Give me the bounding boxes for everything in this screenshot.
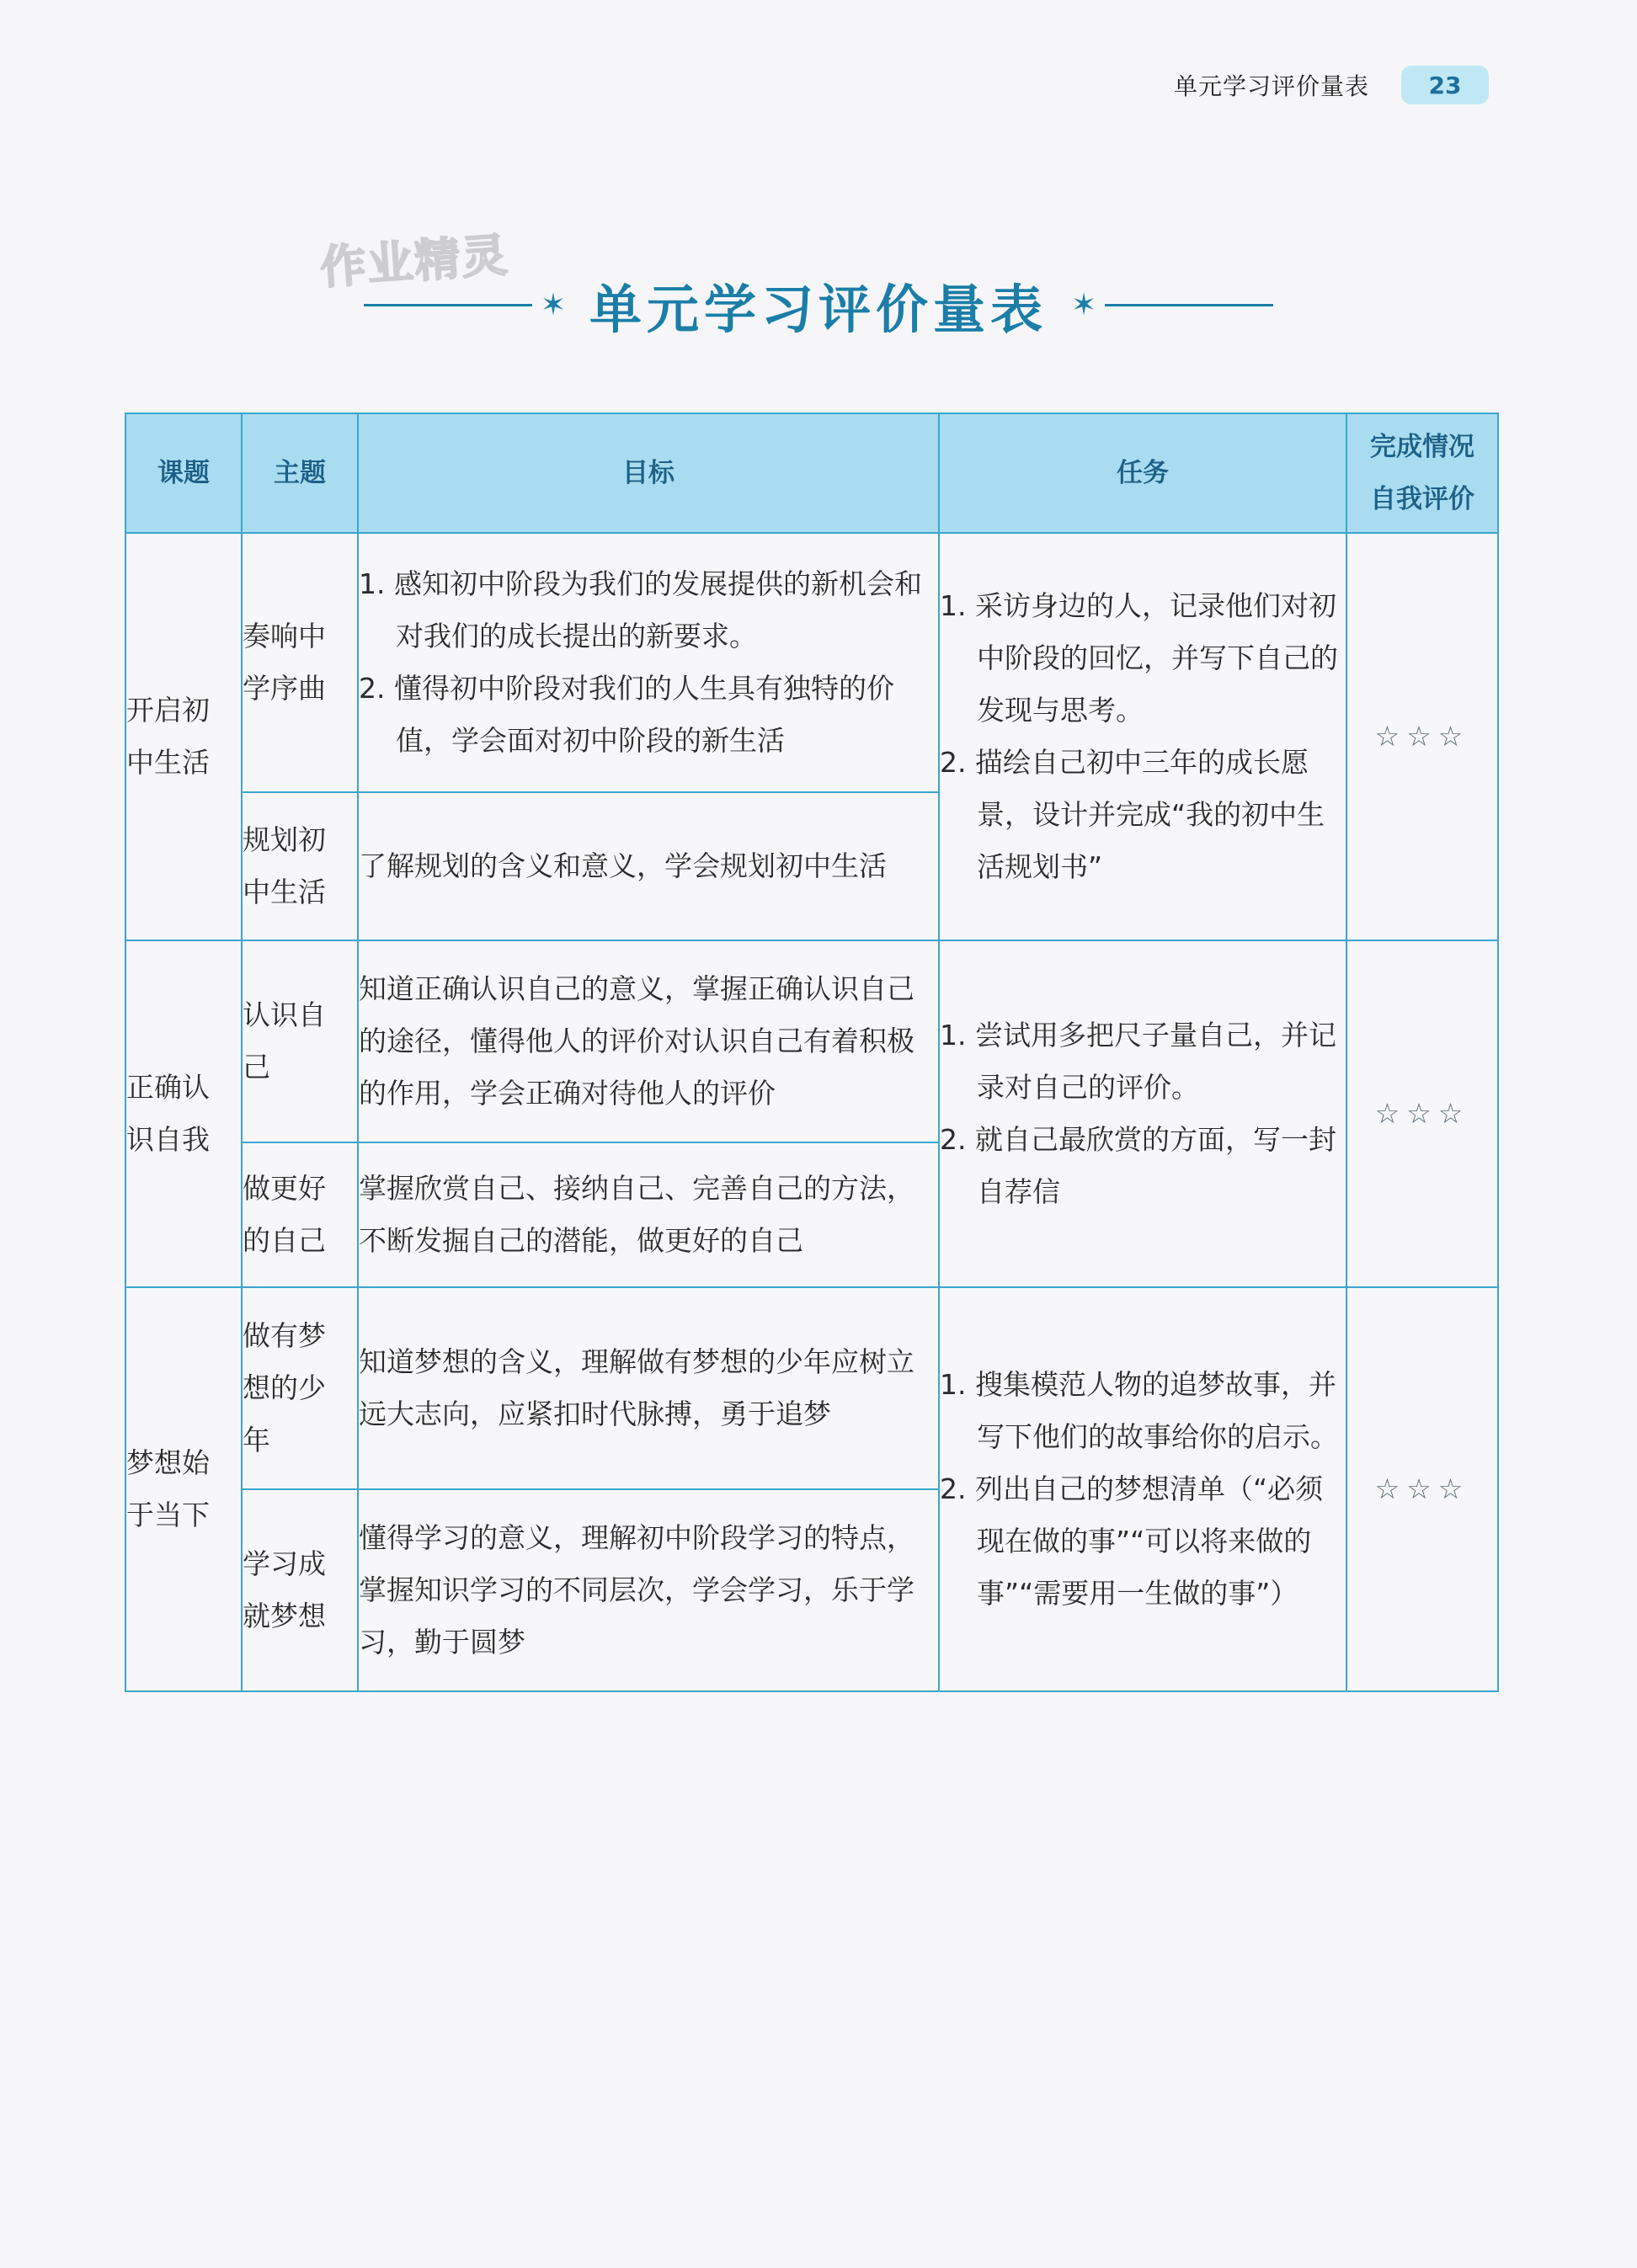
task-item: 1. 搜集模范人物的追梦故事，并写下他们的故事给你的启示。: [940, 1368, 1338, 1453]
topic-line: 年: [243, 1424, 270, 1456]
task-item: 1. 采访身边的人，记录他们对初中阶段的回忆，并写下自己的发现与思考。: [940, 589, 1338, 727]
topic-cell: [242, 792, 358, 940]
topic-cell: [242, 1489, 358, 1691]
topic-line: 认识自: [243, 998, 326, 1031]
table-row: [125, 533, 1498, 792]
column-header-goal: 目标: [358, 413, 939, 533]
page-title-block: [0, 268, 1637, 343]
goal-item: 2. 懂得初中阶段对我们的人生具有独特的价值，学会面对初中阶段的新生活: [359, 672, 894, 757]
evaluation-table: [125, 413, 1499, 1692]
topic-cell: [242, 940, 358, 1142]
running-title: 单元学习评价量表: [1173, 72, 1369, 100]
header-line: 自我评价: [1370, 484, 1474, 514]
goal-item: 知道梦想的含义，理解做有梦想的少年应树立远大志向，应紧扣时代脉搏，勇于追梦: [359, 1345, 914, 1430]
column-header-topic: 主题: [242, 413, 358, 533]
topic-line: 学习成: [243, 1547, 326, 1580]
task-item: 2. 列出自己的梦想清单（“必须现在做的事”“可以将来做的事”“需要用一生做的事”）: [940, 1472, 1324, 1610]
topic-cell: [242, 533, 358, 792]
topic-cell: [242, 1287, 358, 1489]
topic-cell: [242, 1142, 358, 1287]
topic-line: 中生活: [243, 876, 326, 908]
page-title: 单元学习评价量表: [589, 279, 1048, 340]
task-cell: [939, 533, 1346, 940]
lesson-line: 梦想始: [126, 1446, 210, 1479]
task-item: 2. 就自己最欣赏的方面，写一封自荐信: [940, 1123, 1336, 1208]
lesson-line: 识自我: [126, 1123, 210, 1156]
topic-line: 规划初: [243, 823, 326, 856]
self-rating-stars[interactable]: ☆☆☆: [1346, 533, 1498, 940]
title-rule-right: [1105, 304, 1273, 306]
topic-line: 己: [243, 1051, 270, 1083]
self-rating-stars[interactable]: ☆☆☆: [1346, 940, 1498, 1287]
goal-item: 了解规划的含义和意义，学会规划初中生活: [359, 849, 887, 882]
watermark-logo: 作业精灵: [318, 228, 511, 295]
star-icon: ✶: [1071, 287, 1097, 322]
lesson-cell: [125, 1287, 242, 1691]
goal-cell: [358, 533, 939, 792]
lesson-cell: [125, 533, 242, 940]
table-header-row: [125, 413, 1498, 533]
topic-line: 做更好: [243, 1172, 326, 1205]
goal-item: 1. 感知初中阶段为我们的发展提供的新机会和对我们的成长提出的新要求。: [359, 567, 922, 652]
lesson-cell: [125, 940, 242, 1287]
goal-cell: [358, 792, 939, 940]
goal-item: 懂得学习的意义，理解初中阶段学习的特点，掌握知识学习的不同层次，学会学习，乐于学习，勤于圆梦: [359, 1521, 914, 1658]
table-row: [125, 1287, 1498, 1489]
goal-cell: [358, 1142, 939, 1287]
star-icon: ✶: [540, 287, 566, 322]
column-header-self-evaluation: [1346, 413, 1498, 533]
lesson-line: 正确认: [126, 1071, 210, 1104]
page-number-badge: 23: [1401, 66, 1489, 104]
topic-line: 学序曲: [243, 672, 326, 705]
topic-line: 的自己: [243, 1224, 326, 1257]
self-rating-stars[interactable]: ☆☆☆: [1346, 1287, 1498, 1691]
goal-cell: [358, 1489, 939, 1691]
goal-item: 掌握欣赏自己、接纳自己、完善自己的方法，不断发掘自己的潜能，做更好的自己: [359, 1172, 914, 1257]
table-row: [125, 940, 1498, 1142]
header-line: 完成情况: [1370, 432, 1474, 462]
task-cell: [939, 940, 1346, 1287]
topic-line: 做有梦: [243, 1319, 326, 1352]
column-header-lesson: 课题: [125, 413, 242, 533]
goal-cell: [358, 1287, 939, 1489]
column-header-task: 任务: [939, 413, 1346, 533]
goal-item: 知道正确认识自己的意义，掌握正确认识自己的途径，懂得他人的评价对认识自己有着积极的作用，学会正确对待他人的评价: [359, 972, 914, 1110]
page-header: [1174, 66, 1489, 104]
task-item: 2. 描绘自己初中三年的成长愿景，设计并完成“我的初中生活规划书”: [940, 746, 1325, 883]
task-cell: [939, 1287, 1346, 1691]
task-item: 1. 尝试用多把尺子量自己，并记录对自己的评价。: [940, 1019, 1336, 1104]
title-rule-left: [364, 304, 532, 306]
topic-line: 就梦想: [243, 1600, 326, 1632]
topic-line: 奏响中: [243, 620, 326, 652]
topic-line: 想的少: [243, 1371, 326, 1404]
lesson-line: 于当下: [126, 1499, 210, 1531]
goal-cell: [358, 940, 939, 1142]
lesson-line: 开启初: [126, 694, 210, 727]
lesson-line: 中生活: [126, 746, 210, 779]
